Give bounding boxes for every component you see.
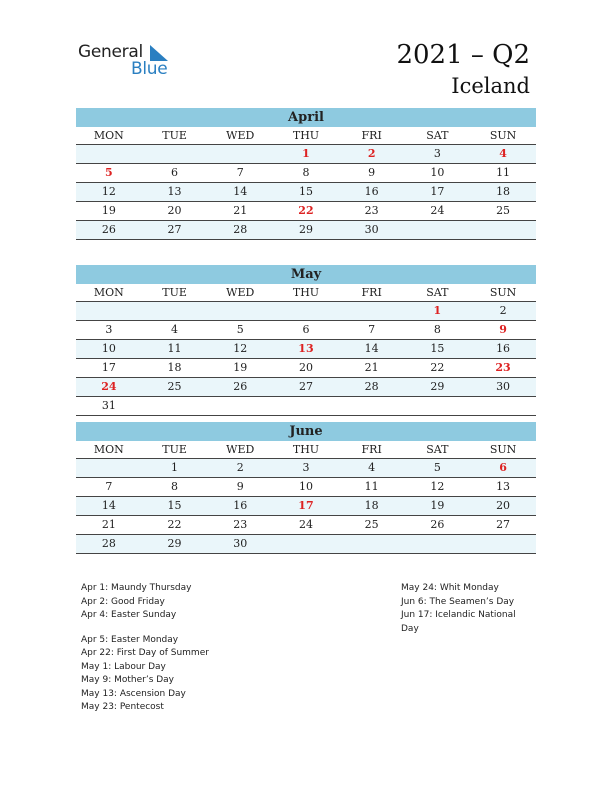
day-cell: 12 (430, 480, 445, 493)
day-cell: 11 (496, 166, 511, 179)
week-row (76, 359, 536, 378)
weekday-row (76, 127, 536, 145)
day-cell: 6 (171, 166, 179, 179)
day-cell: 30 (364, 223, 379, 236)
day-cell: 5 (105, 166, 113, 179)
holiday-note: Apr 22: First Day of Summer (81, 648, 209, 658)
weekday-label: MON (93, 443, 124, 456)
weekday-label: WED (226, 129, 255, 142)
day-cell (273, 397, 339, 415)
holiday-note: May 1: Labour Day (81, 661, 166, 672)
weekday-label: SUN (489, 129, 517, 142)
day-cell: 27 (298, 380, 313, 393)
day-cell: 4 (171, 323, 179, 336)
holiday-note: Day (401, 623, 419, 634)
day-cell: 7 (368, 323, 376, 336)
day-cell: 18 (167, 361, 182, 374)
day-cell: 3 (105, 323, 113, 336)
day-cell: 28 (364, 380, 379, 393)
day-cell: 10 (101, 342, 116, 355)
weekday-label: FRI (361, 286, 382, 299)
day-cell: 23 (495, 361, 511, 374)
week-row (76, 302, 536, 321)
day-cell: 26 (430, 518, 445, 531)
day-cell: 4 (368, 461, 376, 474)
day-cell (470, 397, 536, 415)
month-april (76, 108, 536, 240)
day-cell: 13 (298, 342, 314, 355)
weekday-label: SAT (426, 129, 449, 142)
holiday-note: Jun 17: Icelandic National (401, 610, 516, 620)
country-name: Iceland (451, 74, 530, 98)
day-cell: 11 (364, 480, 379, 493)
day-cell (470, 535, 536, 553)
holiday-note: May 9: Mother’s Day (81, 675, 175, 685)
day-cell: 25 (167, 380, 182, 393)
holiday-note: Apr 5: Easter Monday (81, 634, 179, 645)
day-cell: 24 (430, 204, 445, 217)
day-cell (142, 302, 208, 320)
week-row (76, 340, 536, 359)
day-cell (142, 397, 208, 415)
day-cell: 9 (499, 323, 507, 336)
day-cell: 23 (233, 518, 248, 531)
month-header: June (76, 422, 536, 441)
week-row (76, 164, 536, 183)
day-cell: 17 (430, 185, 445, 198)
holiday-note: Apr 1: Maundy Thursday (81, 583, 192, 593)
weekday-label: SAT (426, 286, 449, 299)
day-cell: 7 (105, 480, 113, 493)
day-cell: 6 (499, 461, 507, 474)
day-cell (273, 302, 339, 320)
generalblue-logo (78, 42, 178, 82)
logo-blue-text: Blue (131, 59, 168, 79)
day-cell: 16 (496, 342, 511, 355)
day-cell: 19 (430, 499, 445, 512)
week-row (76, 535, 536, 554)
week-row (76, 378, 536, 397)
day-cell: 18 (364, 499, 379, 512)
week-row (76, 183, 536, 202)
week-row (76, 478, 536, 497)
day-cell: 28 (101, 537, 116, 550)
week-row (76, 221, 536, 240)
weekday-label: TUE (162, 443, 187, 456)
week-row (76, 145, 536, 164)
day-cell: 26 (233, 380, 248, 393)
day-cell: 16 (364, 185, 379, 198)
day-cell (207, 397, 273, 415)
weekday-row (76, 441, 536, 459)
day-cell: 25 (364, 518, 379, 531)
day-cell (470, 221, 536, 239)
holiday-note: May 23: Pentecost (81, 702, 164, 712)
week-row (76, 497, 536, 516)
day-cell: 25 (496, 204, 511, 217)
day-cell (405, 535, 471, 553)
weekday-label: THU (292, 286, 320, 299)
day-cell: 17 (101, 361, 116, 374)
day-cell: 2 (367, 147, 376, 160)
weekday-label: TUE (162, 286, 187, 299)
day-cell: 5 (236, 323, 244, 336)
day-cell: 27 (496, 518, 511, 531)
day-cell: 15 (167, 499, 182, 512)
day-cell: 1 (302, 147, 310, 160)
day-cell: 29 (430, 380, 445, 393)
day-cell (339, 302, 405, 320)
day-cell: 3 (433, 147, 441, 160)
day-cell: 22 (430, 361, 445, 374)
month-june (76, 422, 536, 554)
holiday-notes-right (401, 582, 516, 636)
day-cell (339, 397, 405, 415)
day-cell: 19 (101, 204, 116, 217)
day-cell: 19 (233, 361, 248, 374)
day-cell: 29 (167, 537, 182, 550)
day-cell (76, 145, 142, 163)
day-cell: 28 (233, 223, 248, 236)
holiday-note: Apr 4: Easter Sunday (81, 610, 177, 620)
day-cell: 8 (302, 166, 310, 179)
weekday-label: MON (93, 286, 124, 299)
weekday-label: MON (93, 129, 124, 142)
day-cell: 9 (236, 480, 244, 493)
day-cell: 23 (364, 204, 379, 217)
day-cell: 24 (101, 380, 117, 393)
day-cell: 1 (171, 461, 179, 474)
day-cell (405, 397, 471, 415)
day-cell (76, 459, 142, 477)
day-cell: 7 (236, 166, 244, 179)
day-cell: 10 (430, 166, 445, 179)
month-header: May (76, 265, 536, 284)
day-cell: 15 (298, 185, 313, 198)
weekday-row (76, 284, 536, 302)
month-header: April (76, 108, 536, 127)
holiday-note: Jun 6: The Seamen’s Day (401, 596, 515, 607)
day-cell: 30 (496, 380, 511, 393)
weekday-label: SUN (489, 443, 517, 456)
page-title: 2021 – Q2 (396, 40, 530, 70)
day-cell: 18 (496, 185, 511, 198)
day-cell: 11 (167, 342, 182, 355)
day-cell: 20 (496, 499, 511, 512)
day-cell: 12 (233, 342, 248, 355)
week-row (76, 202, 536, 221)
weekday-label: THU (292, 129, 320, 142)
day-cell: 4 (499, 147, 507, 160)
holiday-notes-left (81, 582, 209, 715)
day-cell: 26 (101, 223, 116, 236)
holiday-note: May 13: Ascension Day (81, 688, 186, 699)
day-cell: 15 (430, 342, 445, 355)
week-row (76, 321, 536, 340)
day-cell: 1 (433, 304, 442, 317)
day-cell: 22 (298, 204, 314, 217)
day-cell: 21 (101, 518, 116, 531)
day-cell: 14 (233, 185, 248, 198)
weekday-label: WED (226, 286, 255, 299)
day-cell (207, 302, 273, 320)
day-cell: 14 (101, 499, 116, 512)
weekday-label: FRI (361, 443, 382, 456)
day-cell: 22 (167, 518, 182, 531)
holiday-note: May 24: Whit Monday (401, 583, 499, 593)
day-cell: 20 (167, 204, 182, 217)
day-cell (339, 535, 405, 553)
weekday-label: THU (292, 443, 320, 456)
day-cell: 21 (364, 361, 379, 374)
day-cell: 12 (101, 185, 116, 198)
day-cell: 8 (433, 323, 441, 336)
day-cell: 30 (233, 537, 248, 550)
day-cell: 6 (302, 323, 310, 336)
weekday-label: SUN (489, 286, 517, 299)
day-cell (273, 535, 339, 553)
day-cell: 8 (171, 480, 179, 493)
day-cell (142, 145, 208, 163)
day-cell: 24 (298, 518, 313, 531)
day-cell: 2 (236, 461, 244, 474)
day-cell: 20 (298, 361, 313, 374)
day-cell: 10 (298, 480, 313, 493)
weekday-label: SAT (426, 443, 449, 456)
holiday-note: Apr 2: Good Friday (81, 596, 165, 607)
day-cell: 5 (433, 461, 441, 474)
logo-general-text: General (78, 42, 143, 62)
day-cell: 9 (368, 166, 376, 179)
month-may (76, 265, 536, 416)
week-row (76, 516, 536, 535)
day-cell: 31 (101, 399, 116, 412)
day-cell: 2 (499, 304, 507, 317)
weekday-label: FRI (361, 129, 382, 142)
week-row (76, 459, 536, 478)
day-cell (76, 302, 142, 320)
week-row (76, 397, 536, 416)
day-cell: 29 (298, 223, 313, 236)
day-cell: 13 (496, 480, 511, 493)
weekday-label: WED (226, 443, 255, 456)
day-cell (405, 221, 471, 239)
day-cell: 17 (298, 499, 314, 512)
day-cell: 21 (233, 204, 248, 217)
day-cell: 27 (167, 223, 182, 236)
day-cell: 16 (233, 499, 248, 512)
day-cell (207, 145, 273, 163)
weekday-label: TUE (162, 129, 187, 142)
day-cell: 3 (302, 461, 310, 474)
day-cell: 14 (364, 342, 379, 355)
day-cell: 13 (167, 185, 182, 198)
